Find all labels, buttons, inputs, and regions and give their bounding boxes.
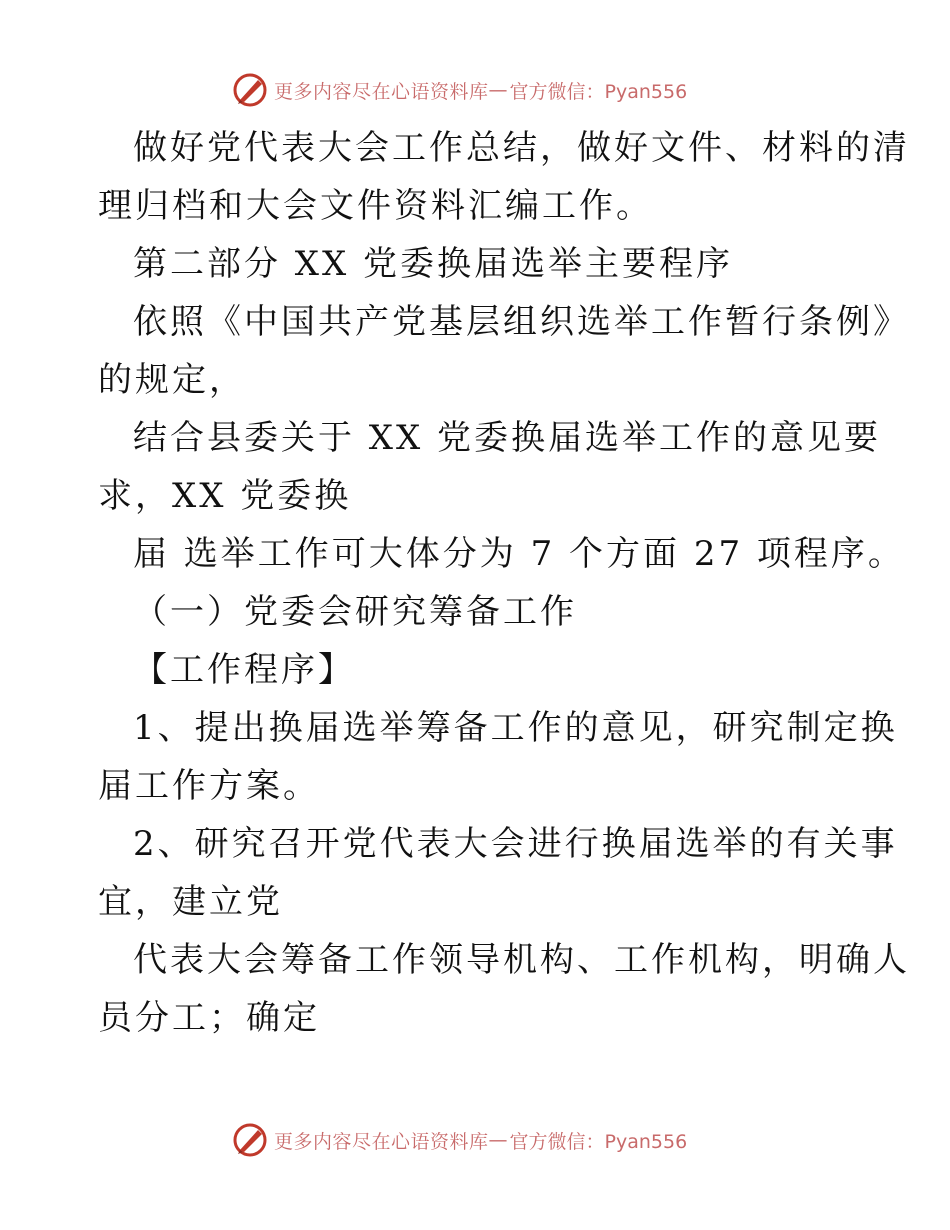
text-line: 宜，建立党	[98, 882, 283, 922]
pen-logo-icon	[232, 1122, 268, 1158]
text-line: 2、研究召开党代表大会进行换届选举的有关事	[133, 824, 898, 864]
text-line: 员分工；确定	[98, 998, 320, 1038]
text-line: 求，XX 党委换	[98, 476, 352, 516]
text-line: 依照《中国共产党基层组织选举工作暂行条例》	[133, 302, 910, 342]
bracket-heading: 【工作程序】	[133, 650, 355, 690]
footer-watermark	[232, 1120, 687, 1160]
watermark-dash: —	[488, 79, 508, 101]
watermark-contact: 官方微信：Pyan556	[509, 1130, 688, 1153]
text-line: 的规定，	[98, 360, 246, 400]
header-watermark	[232, 70, 687, 110]
watermark-dash: —	[488, 1129, 508, 1151]
section-heading: 第二部分 XX 党委换届选举主要程序	[133, 244, 734, 284]
pen-logo-icon	[232, 72, 268, 108]
text-line: 1、提出换届选举筹备工作的意见，研究制定换	[133, 708, 898, 748]
watermark-text: 更多内容尽在心语资料库	[274, 80, 489, 103]
watermark-contact: 官方微信：Pyan556	[509, 80, 688, 103]
subsection-heading: （一）党委会研究筹备工作	[133, 592, 577, 632]
text-line: 届工作方案。	[98, 766, 320, 806]
text-line: 届 选举工作可大体分为 7 个方面 27 项程序。	[133, 534, 905, 574]
text-line: 代表大会筹备工作领导机构、工作机构，明确人	[133, 940, 910, 980]
text-line: 做好党代表大会工作总结，做好文件、材料的清	[133, 128, 910, 168]
text-line: 理归档和大会文件资料汇编工作。	[98, 186, 653, 226]
text-line: 结合县委关于 XX 党委换届选举工作的意见要	[133, 418, 882, 458]
watermark-text: 更多内容尽在心语资料库	[274, 1130, 489, 1153]
